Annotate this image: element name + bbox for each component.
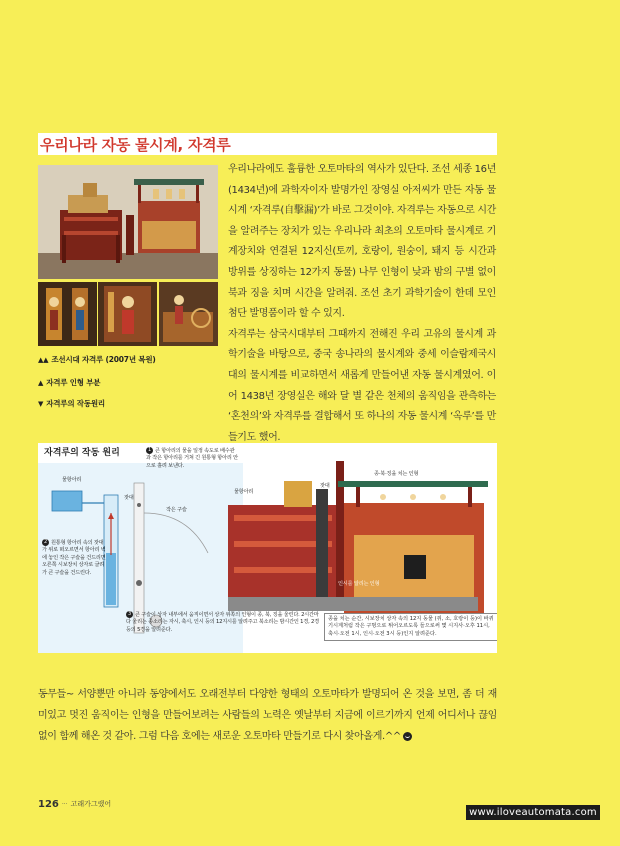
footer-separator: ··· [61, 800, 68, 808]
article-body [228, 160, 496, 448]
step-1-badge: 1 [146, 447, 153, 454]
step-3-badge: 3 [126, 611, 133, 618]
jagyeokru-illustration [38, 165, 218, 279]
body-paragraph-2: 자격루는 삼국시대부터 그때까지 전해진 우리 고유의 물시계 과학기술을 바탕으로, 중국 송나라의 물시계와 중세 이슬람제국시대의 물시계를 비교하면서 새롭게 만들어낸 자동 물시계였어. 이어 1438년 장영실은 해와 달 별 같은 천체의 움직임을 관측하는 ‘혼천의’와 자격루를 결합해서 또 하나의 자동 물시계 ‘옥루’를 만들기도 했어. [228, 328, 496, 443]
doll-photo-2 [98, 282, 157, 346]
caption-principle: ▼ 자격루의 작동원리 [38, 399, 105, 408]
label-water-jar-right: 물항아리 [234, 489, 254, 495]
label-water-jar: 물항아리 [62, 477, 82, 483]
body-paragraph-1: 우리나라에도 훌륭한 오토마타의 역사가 있단다. 조선 세종 16년(1434년)에 과학자이자 발명가인 장영실 아저씨가 만든 자동 물시계 ‘자격루(自擊漏)’가 바로 그것이야. 자격루는 자동으로 시간을 알려주는 장치가 있는 우리나라 최초의 오토마타 물시계로 기계장치와 연결된 12지신(토끼, 호랑이, 원숭이, 돼지 등 시간과 방위를 상징하는 12가지 동물) 나무 인형이 낮과 밤의 구별 없이 북과 징을 치며 시간을 알려줘. 조선 초기 과학기술이 한데 모인 첨단 발명품이라 할 수 있지. [228, 164, 496, 320]
diagram-step-1: 1 큰 항아리의 물을 일정 속도로 배수관과 작은 항아리를 거쳐 긴 원통형 항아리 안으로 흘려 보낸다. [146, 447, 238, 469]
label-ruler-right: 잣대 [320, 483, 330, 489]
caption-restored: ▲▲ 조선시대 자격루 (2007년 복원) [38, 355, 156, 364]
label-ruler: 잣대 [124, 495, 134, 501]
section-heading-bar [38, 133, 497, 155]
step-2-badge: 2 [42, 539, 49, 546]
page-number: 126 [38, 799, 59, 810]
caption-doll-part: ▲ 자격루 인형 부분 [38, 378, 101, 387]
section-title: 우리나라 자동 물시계, 자격루 [40, 135, 231, 154]
diagram-title: 자격루의 작동 원리 [44, 448, 120, 458]
label-small-bead: 작은 구슬 [166, 507, 187, 513]
diagram-step-3: 3 큰 구슬이 상자 내부에서 움직이면서 상자 위쪽의 인형이 종, 북, 징을 울린다. 2시간마다 울리는 종소리는 자시, 축시, 인시 등의 12지시를 알려주고 북소리는 밤시간인 1경, 2경 등의 5경을 알려준다. [126, 611, 319, 633]
label-dolls: 종·북·징을 치는 인형 [374, 471, 419, 477]
mechanism-diagram [38, 443, 497, 653]
website-url[interactable]: www.iloveautomata.com [466, 805, 600, 820]
closing-paragraph: 동무들~ 서양뿐만 아니라 동양에서도 오래전부터 다양한 형태의 오토마타가 발명되어 온 것을 보면, 좀 더 재미있고 멋진 움직이는 인형을 만들어보려는 사람들의 노력은 옛날부터 지금에 이르기까지 언제 어디서나 끊임없이 함께 해온 것 같아. 그럼 다음 호에는 새로운 오토마타 만들기로 다시 찾아올게.^^ [38, 689, 497, 742]
doll-photo-3 [159, 282, 218, 346]
jagyeokru-photo [38, 165, 218, 279]
page-footer [38, 799, 111, 810]
magazine-name: 고래가그랬어 [70, 800, 112, 808]
smile-icon [403, 732, 412, 741]
doll-photo-1 [38, 282, 97, 346]
diagram-note: 종을 치는 순간, 시보장치 상자 속의 12지 동물 (쥐, 소, 호랑이 등)이 바퀴기시계처럼 작은 구멍으로 튀어오르도록 들으로써 몇 시지사·오후 11시, 축시·오전 1시, 인시·오전 3시 등)인지 알려준다. [324, 613, 497, 641]
diagram-step-2: 2 원통형 항아리 속의 잣대가 위로 떠오르면서 항아리 벽에 놓인 작은 구슬을 건드리면 오른쪽 시보장치 상자로 굴려가 큰 구슬을 건드린다. [42, 539, 106, 576]
label-time-doll: 인시를 알리는 인형 [338, 581, 380, 587]
